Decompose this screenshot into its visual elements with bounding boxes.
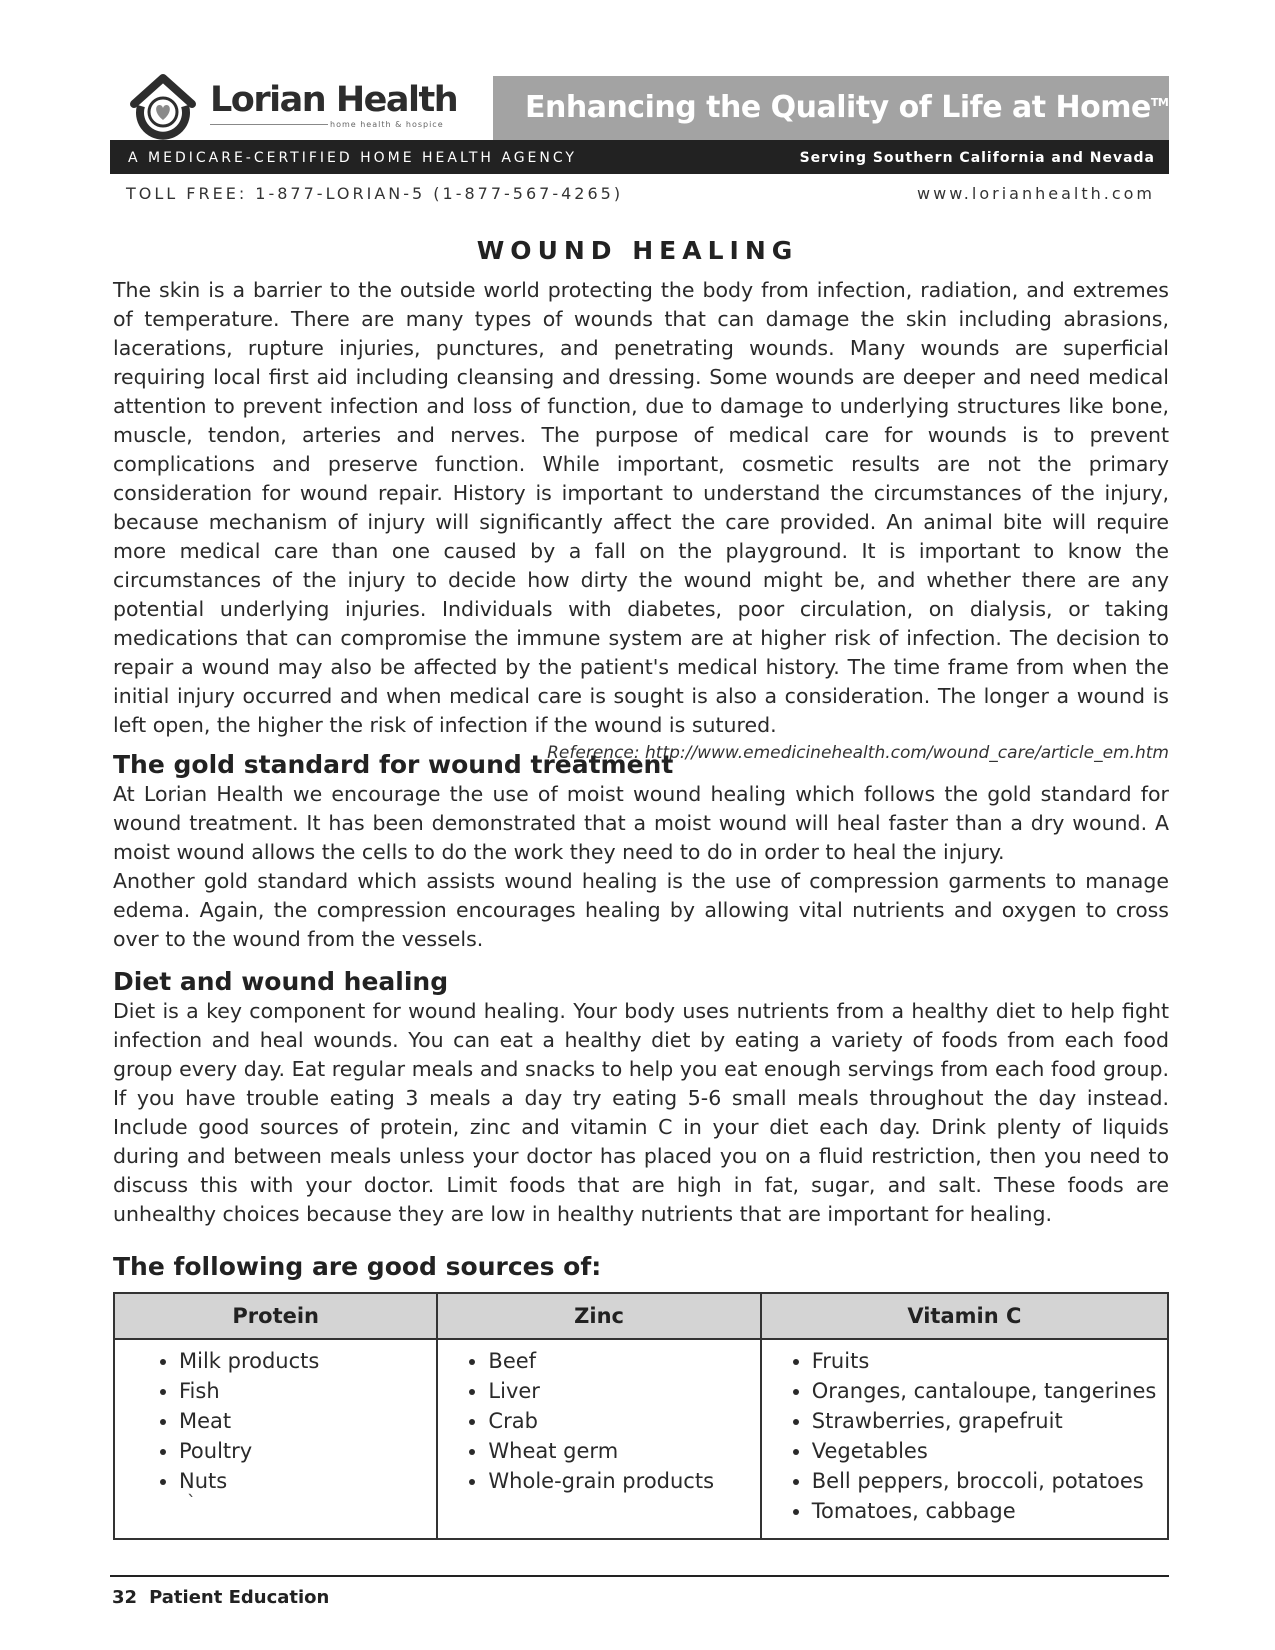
trademark-mark: TM — [1150, 96, 1169, 109]
list-item: • Bell peppers, broccoli, potatoes — [812, 1466, 1167, 1496]
stray-mark: ` — [187, 1492, 196, 1513]
table-header-row — [114, 1293, 1168, 1339]
serving-area: Serving Southern California and Nevada — [799, 150, 1155, 166]
tagline — [525, 90, 1168, 125]
list-item: • Crab — [488, 1406, 759, 1436]
agency-label: A MEDICARE-CERTIFIED HOME HEALTH AGENCY — [128, 150, 577, 166]
vitamin-c-list — [762, 1346, 1167, 1526]
table-row — [114, 1339, 1168, 1539]
column-header-protein: Protein — [114, 1293, 437, 1339]
page-title: WOUND HEALING — [476, 236, 799, 265]
house-heart-logo-icon — [128, 70, 198, 140]
list-item: • Poultry — [179, 1436, 436, 1466]
list-item: • Strawberries, grapefruit — [812, 1406, 1167, 1436]
gold-standard-paragraph-2: Another gold standard which assists wound healing is the use of compression garments to manage edema. Again, the compression encourages healing by allowing vital nutrients and oxygen to cross over to the wound from the vessels. — [113, 869, 1169, 951]
intro-section — [113, 276, 1169, 765]
intro-paragraph: The skin is a barrier to the outside world protecting the body from infection, radiation, and extremes of temperature. There are many types of wounds that can damage the skin including abrasions, lacerations, rupture injuries, punctures, and penetrating wounds. Many wounds are superficial requiring local first aid including cleansing and dressing. Some wounds are deeper and need medical attention to prevent infection and loss of function, due to damage to underlying structures like bone, muscle, tendon, arteries and nerves. The purpose of medical care for wounds is to prevent complications and preserve function. While important, cosmetic results are not the primary consideration for wound repair. History is important to understand the circumstances of the injury, because mechanism of injury will significantly affect the care provided. An animal bite will require more medical care than one caused by a fall on the playground. It is important to know the circumstances of the injury to decide how dirty the wound might be, and whether there are any potential underlying injuries. Individuals with diabetes, poor circulation, on dialysis, or taking medications that can compromise the immune system are at higher risk of infection. The decision to repair a wound may also be affected by the patient's medical history. The time frame from when the initial injury occurred and when medical care is sought is also a consideration. The longer a wound is left open, the higher the risk of infection if the wound is sutured. — [113, 278, 1169, 737]
brand-name: Lorian Health — [210, 80, 458, 120]
list-item: • Whole-grain products — [488, 1466, 759, 1496]
list-item: • Tomatoes, cabbage — [812, 1496, 1167, 1526]
list-item: • Liver — [488, 1376, 759, 1406]
gold-standard-section — [113, 750, 1169, 954]
gold-standard-heading: The gold standard for wound treatment — [113, 750, 674, 779]
sources-section — [113, 1252, 1169, 1282]
gold-standard-paragraph-1: At Lorian Health we encourage the use of moist wound healing which follows the gold standard for wound treatment. It has been demonstrated that a moist wound will heal faster than a dry wound. A moist wound allows the cells to do the work they need to do in order to heal the injury. — [113, 782, 1169, 864]
zinc-list — [438, 1346, 759, 1496]
tagline-text: Enhancing the Quality of Life at Home — [525, 90, 1151, 125]
list-item: • Wheat germ — [488, 1436, 759, 1466]
list-item: • Beef — [488, 1346, 759, 1376]
brand-subtitle: home health & hospice — [330, 120, 444, 129]
list-item: • Fish — [179, 1376, 436, 1406]
sources-heading: The following are good sources of: — [113, 1252, 602, 1281]
footer — [112, 1587, 329, 1608]
vitamin-c-cell — [761, 1339, 1168, 1539]
reference-link: Reference: http://www.emedicinehealth.com/wound_care/article_em.htm — [547, 743, 1169, 763]
list-item: • Oranges, cantaloupe, tangerines — [812, 1376, 1167, 1406]
protein-cell — [114, 1339, 437, 1539]
protein-list — [115, 1346, 436, 1496]
list-item: • Fruits — [812, 1346, 1167, 1376]
list-item: • Milk products — [179, 1346, 436, 1376]
list-item: • Vegetables — [812, 1436, 1167, 1466]
nutrient-sources-table — [113, 1292, 1169, 1540]
footer-divider — [110, 1575, 1169, 1577]
list-item: • Meat — [179, 1406, 436, 1436]
brand-divider — [210, 124, 328, 125]
toll-free-number: TOLL FREE: 1-877-LORIAN-5 (1-877-567-4265) — [126, 184, 624, 203]
column-header-zinc: Zinc — [437, 1293, 760, 1339]
page-number: 32 — [112, 1587, 138, 1608]
footer-label: Patient Education — [149, 1587, 330, 1608]
zinc-cell — [437, 1339, 760, 1539]
website-url: www.lorianhealth.com — [917, 184, 1155, 203]
diet-heading: Diet and wound healing — [113, 967, 449, 996]
column-header-vitamin-c: Vitamin C — [761, 1293, 1168, 1339]
diet-paragraph: Diet is a key component for wound healing. Your body uses nutrients from a healthy diet to help fight infection and heal wounds. You can eat a healthy diet by eating a variety of foods from each food group every day. Eat regular meals and snacks to help you eat enough servings from each food group. If you have trouble eating 3 meals a day try eating 5-6 small meals throughout the day instead. Include good sources of protein, zinc and vitamin C in your diet each day. Drink plenty of liquids during and between meals unless your doctor has placed you on a fluid restriction, then you need to discuss this with your doctor. Limit foods that are high in fat, sugar, and salt. These foods are unhealthy choices because they are low in healthy nutrients that are important for healing. — [113, 999, 1169, 1226]
list-item: • Nuts — [179, 1466, 436, 1496]
diet-section — [113, 967, 1169, 1229]
